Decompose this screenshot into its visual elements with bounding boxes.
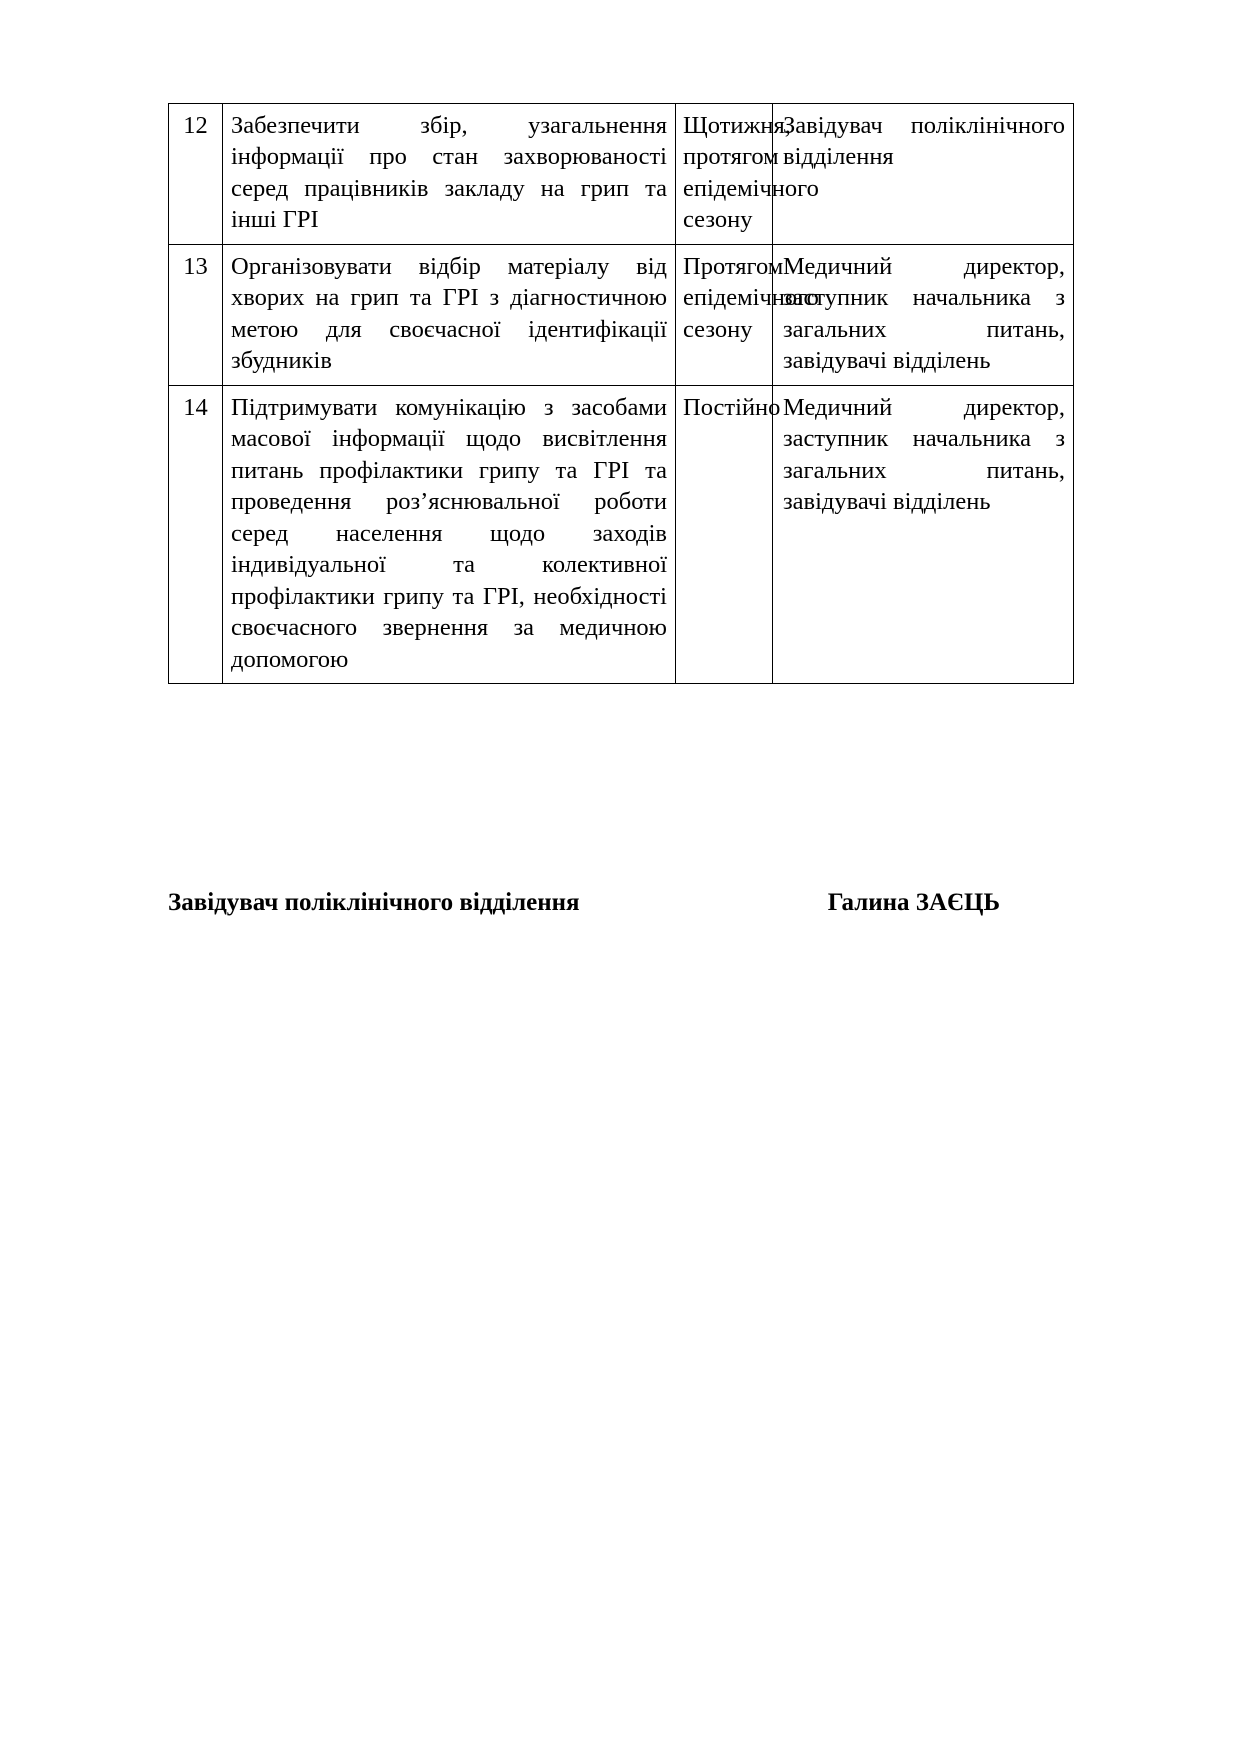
measure-cell: Підтримувати комунікацію з засобами масової інформації щодо висвітлення питань профілактики грипу та ГРІ та проведення роз’яснювальної роботи серед населення щодо заходів індивідуальної та колективної профілактики грипу та ГРІ, необхідності своєчасного звернення за медичною допомогою (223, 385, 676, 683)
responsible-cell: Медичний директор, заступник начальника з загальних питань, завідувачі відділень (773, 385, 1074, 683)
signatory-name: Галина ЗАЄЦЬ (827, 889, 1000, 916)
signature-block (168, 888, 1073, 918)
term-cell: Постійно (676, 385, 773, 683)
table-row (169, 104, 1074, 245)
term-cell: Протягом епідемічного сезону (676, 244, 773, 385)
measure-cell: Забезпечити збір, узагальнення інформації про стан захворюваності серед працівників закладу на грип та інші ГРІ (223, 104, 676, 245)
responsible-cell: Завідувач поліклінічного відділення (773, 104, 1074, 245)
measures-table (168, 103, 1074, 684)
table-row (169, 244, 1074, 385)
signatory-title: Завідувач поліклінічного відділення (168, 889, 580, 916)
row-number-cell: 13 (169, 244, 223, 385)
row-number-cell: 14 (169, 385, 223, 683)
responsible-cell: Медичний директор, заступник начальника з загальних питань, завідувачі відділень (773, 244, 1074, 385)
term-cell: Щотижня, протягом епідемічного сезону (676, 104, 773, 245)
measure-cell: Організовувати відбір матеріалу від хворих на грип та ГРІ з діагностичною метою для своєчасної ідентифікації збудників (223, 244, 676, 385)
row-number-cell: 12 (169, 104, 223, 245)
table-row (169, 385, 1074, 683)
